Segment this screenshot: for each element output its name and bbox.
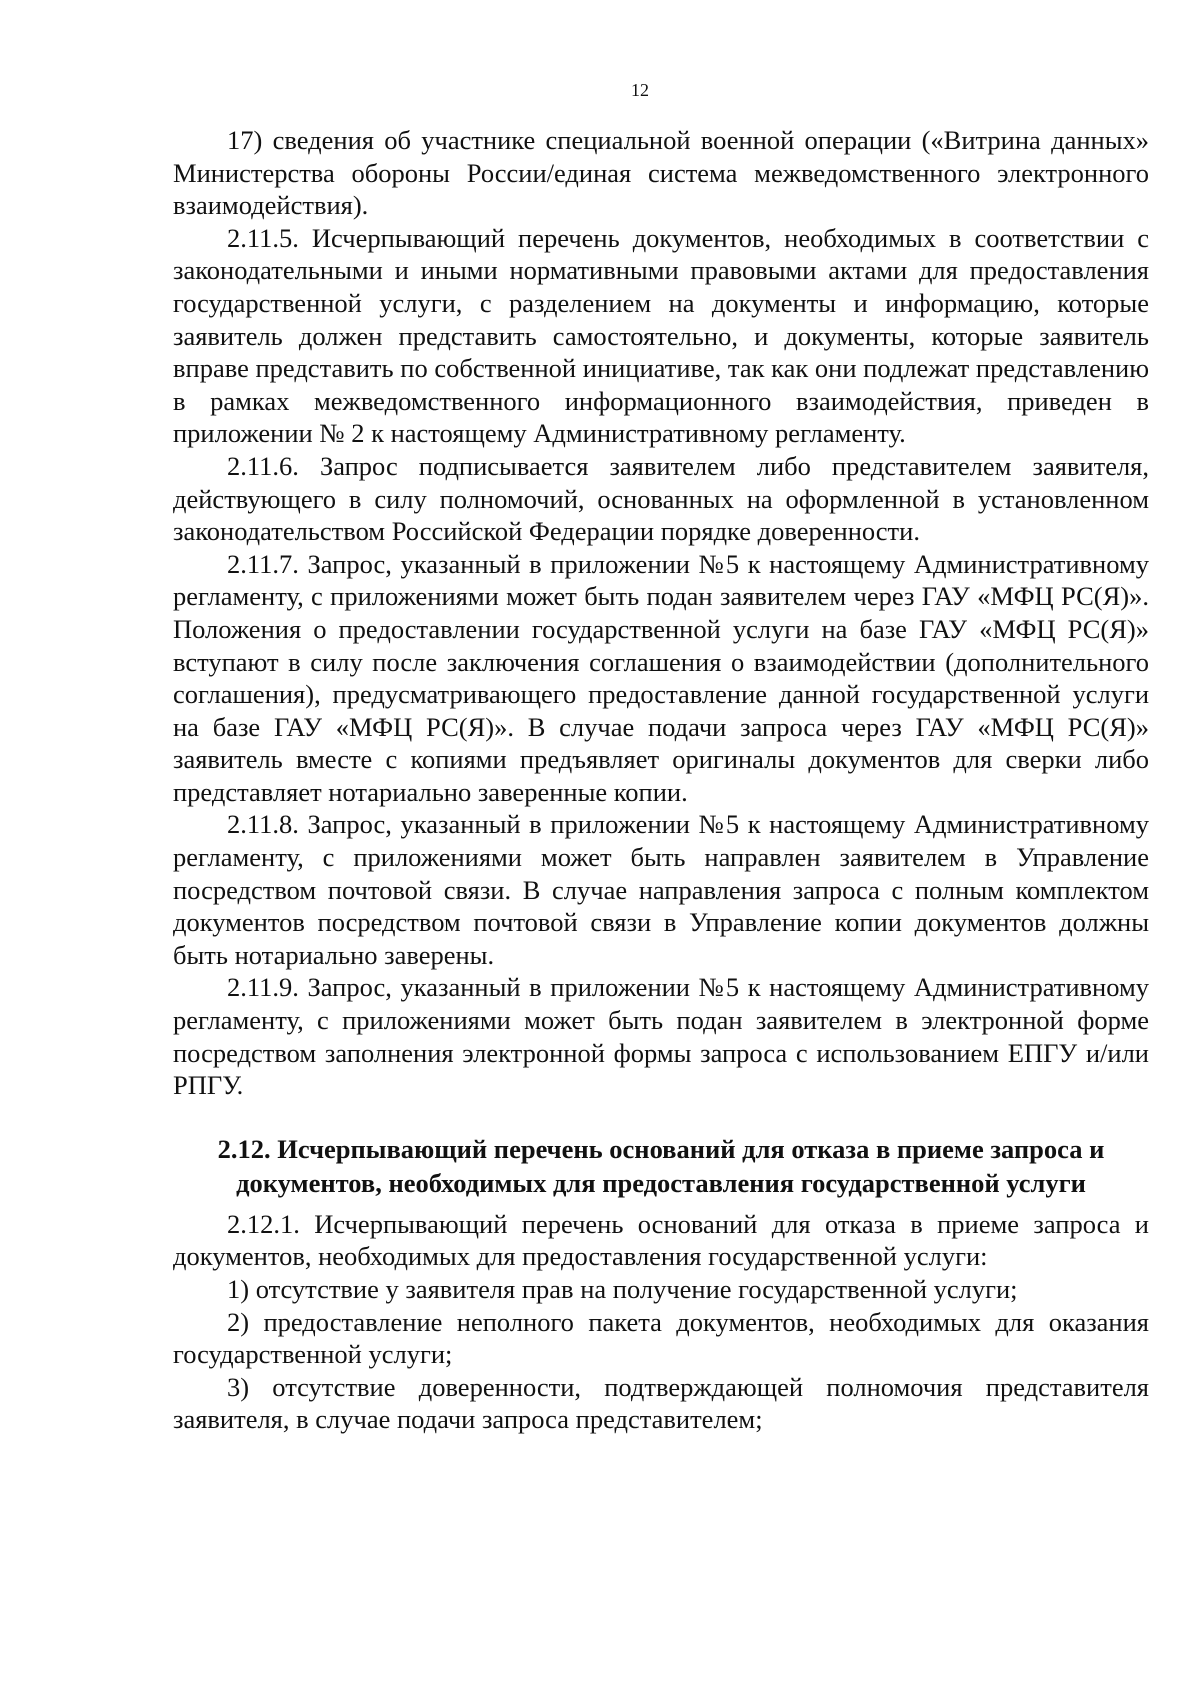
paragraph-2-11-7: 2.11.7. Запрос, указанный в приложении №5 к настоящему Административному регламенту, с приложениями может быть подан заявителем через ГАУ «МФЦ РС(Я)». Положения о предоставлении государственной услуги на базе ГАУ «МФЦ РС(Я)» вступают в силу после заключения соглашения о взаимодействии (дополнительного соглашения), предусматривающего предоставление данной государственной услуги на базе ГАУ «МФЦ РС(Я)». В случае подачи запроса через ГАУ «МФЦ РС(Я)» заявитель вместе с копиями предъявляет оригиналы документов для сверки либо представляет нотариально заверенные копии. [173, 548, 1149, 807]
paragraph-2-11-6: 2.11.6. Запрос подписывается заявителем либо представителем заявителя, действующего в силу полномочий, основанных на оформленной в установленном законодательством Российской Федерации порядке доверенности. [173, 450, 1149, 547]
list-item-1: 1) отсутствие у заявителя прав на получение государственной услуги; [227, 1274, 1018, 1304]
document-body [173, 124, 1149, 1436]
section-heading-2-12: 2.12. Исчерпывающий перечень оснований для отказа в приеме запроса и документов, необходимых для предоставления государственной услуги [217, 1133, 1105, 1198]
list-item-2: 2) предоставление неполного пакета документов, необходимых для оказания государственной услуги; [173, 1306, 1149, 1370]
paragraph-2-11-5: 2.11.5. Исчерпывающий перечень документов, необходимых в соответствии с законодательными и иными нормативными правовыми актами для предоставления государственной услуги, с разделением на документы и информацию, которые заявитель должен представить самостоятельно, и документы, которые заявитель вправе представить по собственной инициативе, так как они подлежат представлению в рамках межведомственного информационного взаимодействия, приведен в приложении № 2 к настоящему Административному регламенту. [173, 222, 1149, 449]
paragraph-2-12-1: 2.12.1. Исчерпывающий перечень оснований для отказа в приеме запроса и документов, необходимых для предоставления государственной услуги: [173, 1208, 1149, 1272]
list-item-3: 3) отсутствие доверенности, подтверждающей полномочия представителя заявителя, в случае подачи запроса представителем; [173, 1371, 1149, 1435]
page-number: 12 [631, 80, 649, 100]
paragraph-item-17: 17) сведения об участнике специальной военной операции («Витрина данных» Министерства обороны России/единая система межведомственного электронного взаимодействия). [173, 125, 1149, 221]
paragraph-2-11-9: 2.11.9. Запрос, указанный в приложении №5 к настоящему Административному регламенту, с приложениями может быть подан заявителем в электронной форме посредством заполнения электронной формы запроса с использованием ЕПГУ и/или РПГУ. [173, 972, 1149, 1101]
paragraph-2-11-8: 2.11.8. Запрос, указанный в приложении №5 к настоящему Административному регламенту, с приложениями может быть направлен заявителем в Управление посредством почтовой связи. В случае направления запроса с полным комплектом документов посредством почтовой связи в Управление копии документов должны быть нотариально заверены. [173, 809, 1149, 970]
